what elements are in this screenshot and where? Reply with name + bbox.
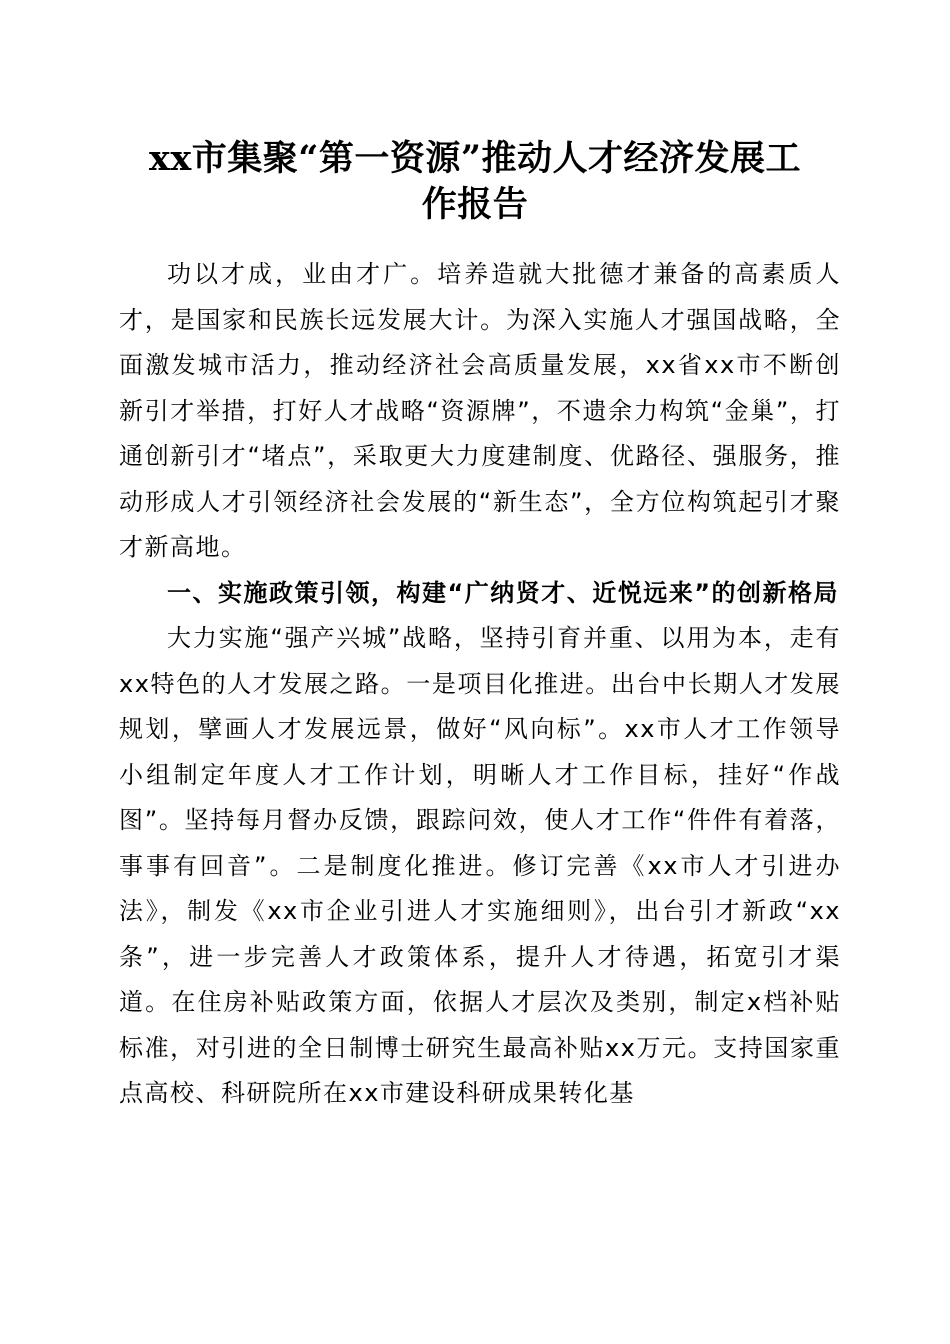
document-body (119, 252, 841, 1117)
section-heading-1: 一、实施政策引领，构建“广纳贤才、近悦远来”的创新格局 (167, 578, 840, 607)
document-title-line-1: xx市集聚“第一资源”推动人才经济发展工 (149, 138, 801, 179)
section-1-paragraph: 大力实施“强产兴城”战略，坚持引育并重、以用为本，走有xx特色的人才发展之路。一是项目化推进。出台中长期人才发展规划，擘画人才发展远景，做好“风向标”。xx市人才工作领导小组制定年度人才工作计划，明晰人才工作目标，挂好“作战图”。坚持每月督办反馈，跟踪问效，使人才工作“件件有着落，事事有回音”。二是制度化推进。修订完善《xx市人才引进办法》，制发《xx市企业引进人才实施细则》，出台引才新政“xx条”，进一步完善人才政策体系，提升人才待遇，拓宽引才渠道。在住房补贴政策方面，依据人才层次及类别，制定x档补贴标准，对引进的全日制博士研究生最高补贴xx万元。支持国家重点高校、科研院所在xx市建设科研成果转化基 (119, 624, 841, 1107)
intro-paragraph: 功以才成，业由才广。培养造就大批德才兼备的高素质人才，是国家和民族长远发展大计。为深入实施人才强国战略，全面激发城市活力，推动经济社会高质量发展，xx省xx市不断创新引才举措，打好人才战略“资源牌”，不遗余力构筑“金巢”，打通创新引才“堵点”，采取更大力度建制度、优路径、强服务，推动形成人才引领经济社会发展的“新生态”，全方位构筑起引才聚才新高地。 (119, 260, 841, 561)
document-title-line-2: 作报告 (421, 184, 529, 225)
document-title (95, 136, 855, 228)
